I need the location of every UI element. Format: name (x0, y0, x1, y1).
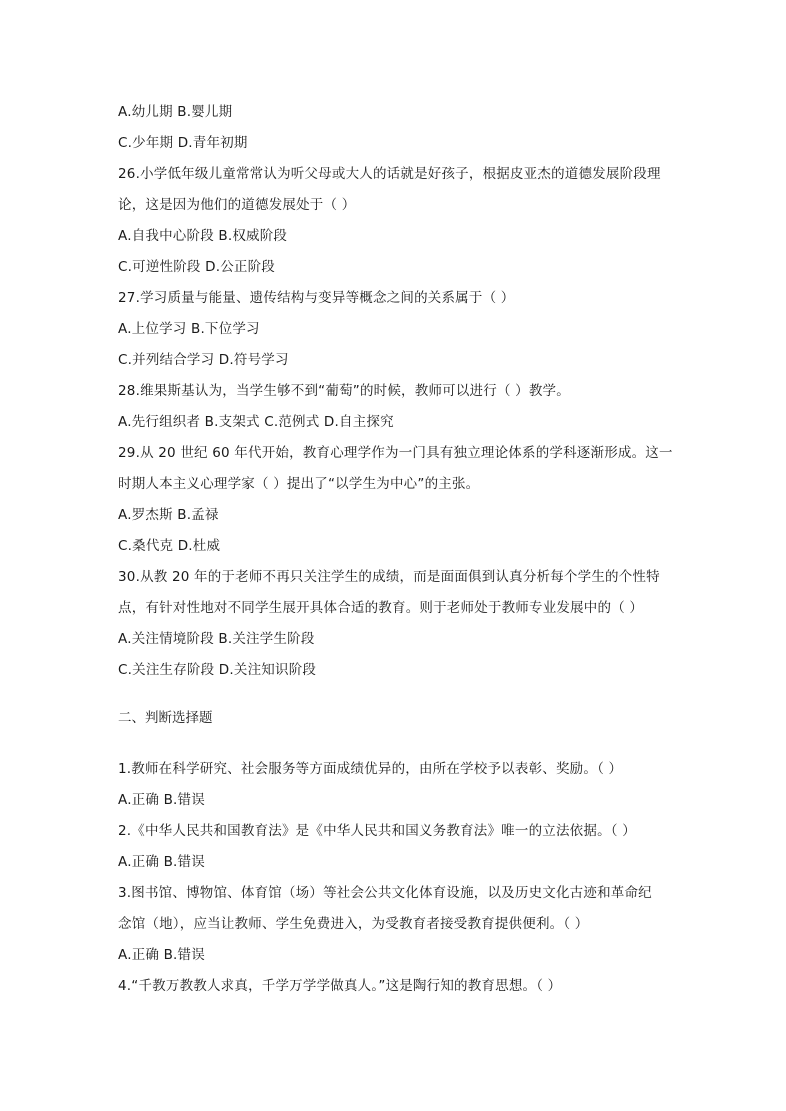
judgement-2: 2.《中华人民共和国教育法》是《中华人民共和国义务教育法》唯一的立法依据。（ ） (118, 823, 636, 839)
option-line: A.关注情境阶段 B.关注学生阶段 (118, 631, 315, 647)
option-line: C.可逆性阶段 D.公正阶段 (118, 259, 275, 275)
option-line: A.正确 B.错误 (118, 947, 205, 963)
option-line: C.桑代克 D.杜威 (118, 538, 221, 554)
option-line: C.关注生存阶段 D.关注知识阶段 (118, 662, 317, 678)
option-line: C.并列结合学习 D.符号学习 (118, 352, 289, 368)
option-line: A.先行组织者 B.支架式 C.范例式 D.自主探究 (118, 414, 394, 430)
judgement-4: 4.“千教万教教人求真，千学万学学做真人。”这是陶行知的教育思想。（ ） (118, 978, 562, 994)
question-26-line-2: 论，这是因为他们的道德发展处于（ ） (118, 197, 356, 213)
judgement-1: 1.教师在科学研究、社会服务等方面成绩优异的，由所在学校予以表彰、奖励。（ ） (118, 761, 623, 777)
option-line: A.正确 B.错误 (118, 792, 205, 808)
option-line: A.正确 B.错误 (118, 854, 205, 870)
option-line: A.罗杰斯 B.孟禄 (118, 507, 219, 523)
option-line: A.幼儿期 B.婴儿期 (118, 104, 233, 120)
section-title: 二、判断选择题 (118, 710, 213, 726)
option-line: C.少年期 D.青年初期 (118, 135, 248, 151)
judgement-3-line-2: 念馆（地），应当让教师、学生免费进入，为受教育者接受教育提供便利。（ ） (118, 916, 589, 932)
question-29-line-2: 时期人本主义心理学家（ ）提出了“以学生为中心”的主张。 (118, 476, 480, 492)
question-30-line-1: 30.从教 20 年的于老师不再只关注学生的成绩，而是面面俱到认真分析每个学生的个性特 (118, 569, 660, 585)
question-28: 28.维果斯基认为，当学生够不到“葡萄”的时候，教师可以进行（ ）教学。 (118, 383, 570, 399)
option-line: A.上位学习 B.下位学习 (118, 321, 260, 337)
judgement-3-line-1: 3.图书馆、博物馆、体育馆（场）等社会公共文化体育设施，以及历史文化古迹和革命纪 (118, 885, 652, 901)
question-30-line-2: 点，有针对性地对不同学生展开具体合适的教育。则于老师处于教师专业发展中的（ ） (118, 600, 644, 616)
option-line: A.自我中心阶段 B.权威阶段 (118, 228, 288, 244)
question-27: 27.学习质量与能量、遗传结构与变异等概念之间的关系属于（ ） (118, 290, 515, 306)
question-29-line-1: 29.从 20 世纪 60 年代开始，教育心理学作为一门具有独立理论体系的学科逐渐形成。这一 (118, 445, 673, 461)
question-26-line-1: 26.小学低年级儿童常常认为听父母或大人的话就是好孩子，根据皮亚杰的道德发展阶段理 (118, 166, 661, 182)
